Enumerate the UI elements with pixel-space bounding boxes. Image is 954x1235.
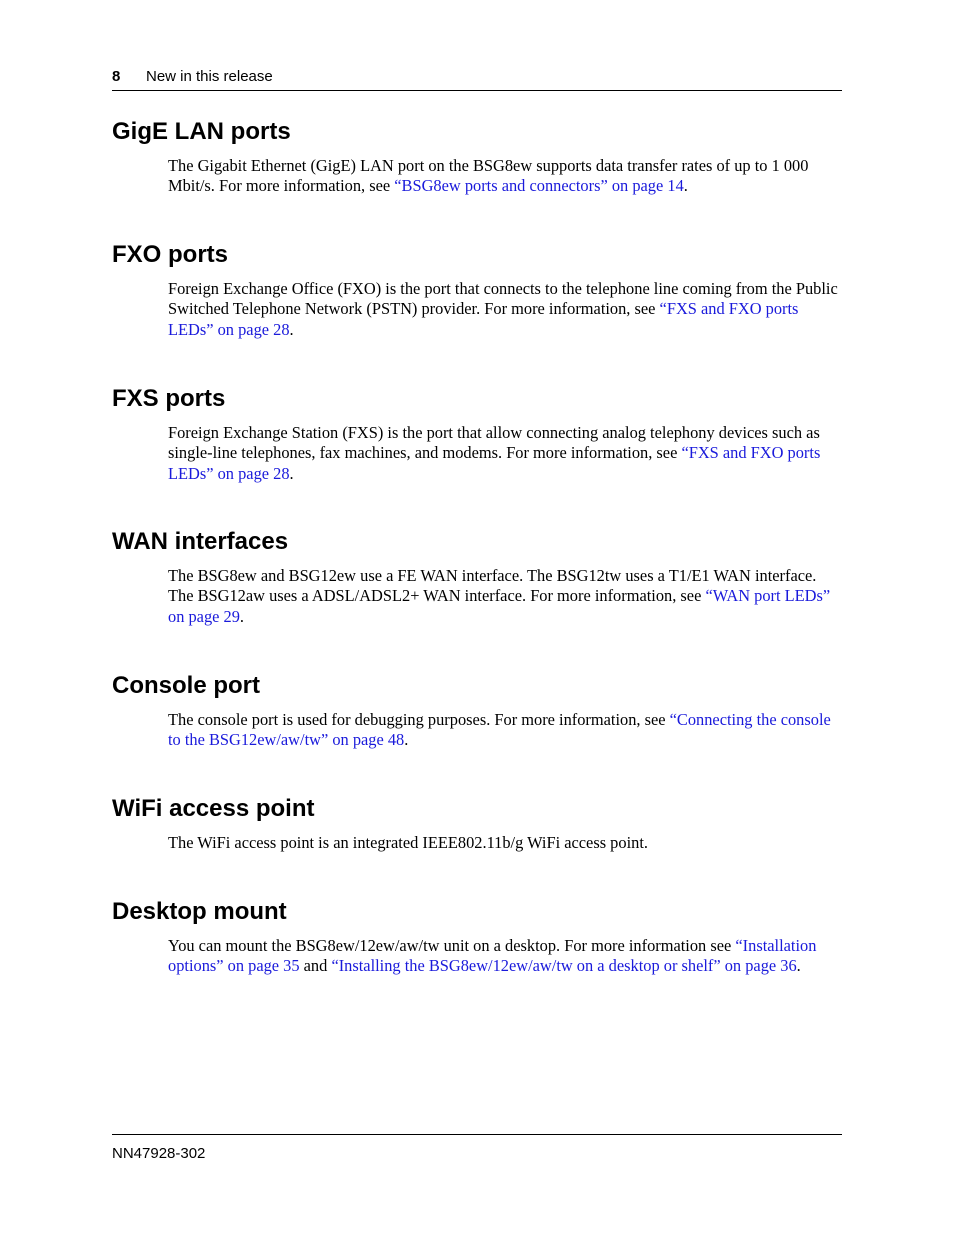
section-body: The WiFi access point is an integrated IEEE802.11b/g WiFi access point. [168, 833, 648, 852]
section-gige-lan-ports [112, 118, 842, 197]
section-title: GigE LAN ports [112, 118, 291, 145]
section-body: You can mount the BSG8ew/12ew/aw/tw unit on a desktop. For more information see “Installation options” on page 35 and “Installing the BSG8ew/12ew/aw/tw on a desktop or shelf” on page 36. [168, 936, 817, 976]
section-wifi-access-point [112, 795, 842, 853]
section-desktop-mount [112, 898, 842, 977]
section-title: WiFi access point [112, 795, 315, 822]
section-body: Foreign Exchange Office (FXO) is the port that connects to the telephone line coming from the Public Switched Telephone Network (PSTN) provider. For more information, see “FXS and FXO ports LEDs” on page 28. [168, 279, 838, 339]
cross-reference-link[interactable]: “Connecting the console to the BSG12ew/aw/tw” on page 48 [168, 710, 831, 750]
document-number: NN47928-302 [112, 1145, 206, 1162]
section-console-port [112, 672, 842, 751]
section-fxo-ports [112, 241, 842, 340]
page-header [112, 68, 842, 91]
section-body: The BSG8ew and BSG12ew use a FE WAN interface. The BSG12tw uses a T1/E1 WAN interface. The BSG12aw uses a ADSL/ADSL2+ WAN interface. For more information, see “WAN port LEDs” on page 29. [168, 566, 831, 626]
cross-reference-link[interactable]: “Installation options” on page 35 [168, 936, 817, 976]
section-wan-interfaces [112, 528, 842, 627]
section-body: The console port is used for debugging purposes. For more information, see “Connecting the console to the BSG12ew/aw/tw” on page 48. [168, 710, 831, 750]
section-title: Desktop mount [112, 898, 287, 925]
chapter-title: New in this release [146, 68, 273, 85]
section-title: Console port [112, 672, 260, 699]
cross-reference-link[interactable]: “FXS and FXO ports LEDs” on page 28 [168, 443, 821, 483]
section-body: The Gigabit Ethernet (GigE) LAN port on the BSG8ew supports data transfer rates of up to 1 000 Mbit/s. For more information, see “BSG8ew ports and connectors” on page 14. [168, 156, 809, 196]
cross-reference-link[interactable]: “FXS and FXO ports LEDs” on page 28 [168, 299, 799, 339]
cross-reference-link[interactable]: “BSG8ew ports and connectors” on page 14 [394, 176, 684, 196]
page-footer [112, 1134, 842, 1163]
section-title: FXO ports [112, 241, 229, 268]
cross-reference-link[interactable]: “Installing the BSG8ew/12ew/aw/tw on a desktop or shelf” on page 36 [331, 956, 797, 976]
page-number: 8 [112, 68, 121, 85]
section-title: FXS ports [112, 385, 226, 412]
section-body: Foreign Exchange Station (FXS) is the port that allow connecting analog telephony devices such as single-line telephones, fax machines, and modems. For more information, see “FXS and FXO ports LEDs” on page 28. [168, 423, 821, 483]
cross-reference-link[interactable]: “WAN port LEDs” on page 29 [168, 586, 831, 626]
section-fxs-ports [112, 385, 842, 484]
section-title: WAN interfaces [112, 528, 289, 555]
